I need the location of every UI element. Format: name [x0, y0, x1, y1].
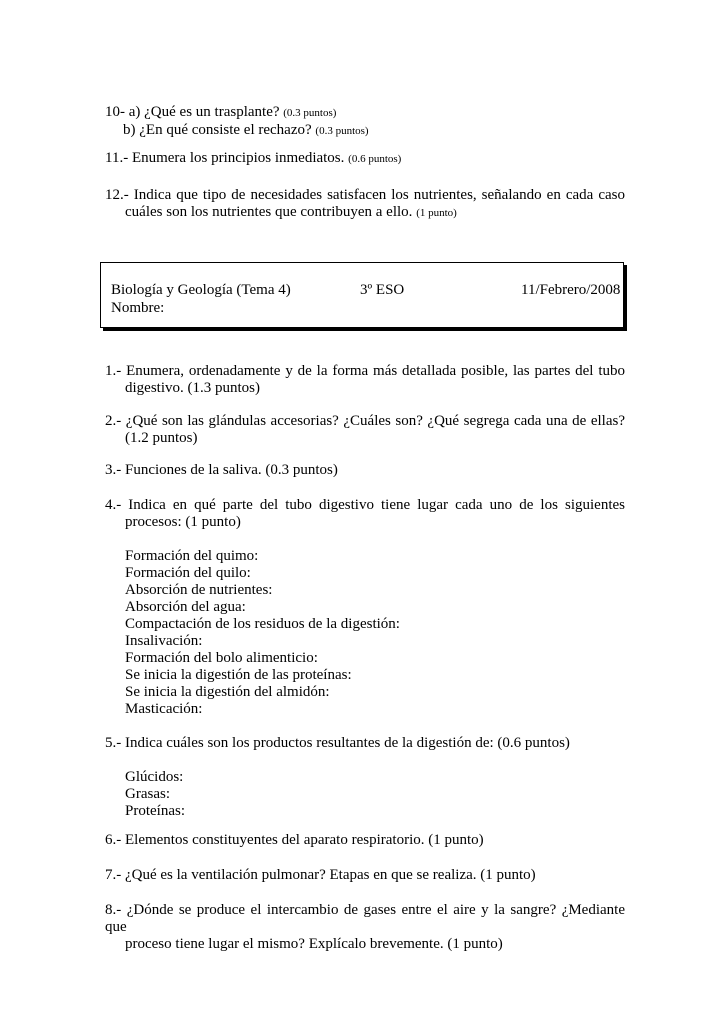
question-12-points: (1 punto) — [416, 207, 457, 219]
list-item: Proteínas: — [125, 803, 185, 819]
question-2-line1: 2.- ¿Qué son las glándulas accesorias? ¿Cuáles son? ¿Qué segrega cada una de ellas? — [105, 413, 625, 429]
question-4-process-list — [125, 548, 400, 718]
question-8-line2: proceso tiene lugar el mismo? Explícalo brevemente. (1 punto) — [125, 936, 503, 952]
list-item: Absorción del agua: — [125, 599, 246, 615]
question-1-line2: digestivo. (1.3 puntos) — [125, 380, 260, 396]
question-7-line1: 7.- ¿Qué es la ventilación pulmonar? Etapas en que se realiza. (1 punto) — [105, 867, 536, 883]
question-10a-points: (0.3 puntos) — [283, 107, 337, 119]
list-item: Absorción de nutrientes: — [125, 582, 273, 598]
question-12-line2-wrap — [105, 204, 625, 222]
question-10a — [105, 104, 625, 122]
question-5 — [105, 735, 625, 752]
list-item: Formación del quimo: — [125, 548, 259, 564]
question-4-line1: 4.- Indica en qué parte del tubo digestivo tiene lugar cada uno de los siguientes — [105, 497, 625, 513]
list-item: Se inicia la digestión del almidón: — [125, 684, 330, 700]
question-5-products-list — [125, 769, 185, 820]
exam-subject: Biología y Geología (Tema 4) — [111, 282, 291, 298]
question-12 — [105, 187, 625, 222]
list-item: Se inicia la digestión de las proteínas: — [125, 667, 352, 683]
question-10 — [105, 104, 625, 140]
question-10b — [105, 122, 625, 140]
question-6 — [105, 832, 625, 849]
question-12-line1: 12.- Indica que tipo de necesidades satisfacen los nutrientes, señalando en cada caso — [105, 187, 625, 203]
question-1 — [105, 363, 625, 397]
question-12-line2: cuáles son los nutrientes que contribuyen a ello. — [125, 204, 413, 220]
student-name-label: Nombre: — [111, 300, 165, 316]
question-10a-text: 10- a) ¿Qué es un trasplante? — [105, 104, 280, 120]
question-3 — [105, 462, 625, 479]
exam-date: 11/Febrero/2008 — [521, 282, 621, 298]
exam-header-box — [100, 262, 624, 328]
question-11-text: 11.- Enumera los principios inmediatos. — [105, 150, 345, 166]
list-item: Grasas: — [125, 786, 170, 802]
question-11 — [105, 150, 625, 168]
question-4-line2: procesos: (1 punto) — [125, 514, 241, 530]
question-1-line1: 1.- Enumera, ordenadamente y de la forma más detallada posible, las partes del tubo — [105, 363, 625, 379]
list-item: Formación del quilo: — [125, 565, 251, 581]
question-2 — [105, 413, 625, 447]
question-6-line1: 6.- Elementos constituyentes del aparato respiratorio. (1 punto) — [105, 832, 484, 848]
question-10b-points: (0.3 puntos) — [315, 125, 369, 137]
question-8-line1: 8.- ¿Dónde se produce el intercambio de gases entre el aire y la sangre? ¿Mediante que — [105, 902, 625, 935]
question-8 — [105, 902, 625, 953]
question-5-line1: 5.- Indica cuáles son los productos resultantes de la digestión de: (0.6 puntos) — [105, 735, 570, 751]
list-item: Masticación: — [125, 701, 203, 717]
question-7 — [105, 867, 625, 884]
question-10b-text: b) ¿En qué consiste el rechazo? — [123, 122, 312, 138]
question-4 — [105, 497, 625, 531]
question-11-points: (0.6 puntos) — [348, 153, 402, 165]
list-item: Formación del bolo alimenticio: — [125, 650, 318, 666]
question-3-line1: 3.- Funciones de la saliva. (0.3 puntos) — [105, 462, 338, 478]
list-item: Glúcidos: — [125, 769, 184, 785]
list-item: Insalivación: — [125, 633, 203, 649]
list-item: Compactación de los residuos de la digestión: — [125, 616, 400, 632]
question-2-line2: (1.2 puntos) — [125, 430, 198, 446]
exam-course: 3º ESO — [360, 282, 405, 298]
